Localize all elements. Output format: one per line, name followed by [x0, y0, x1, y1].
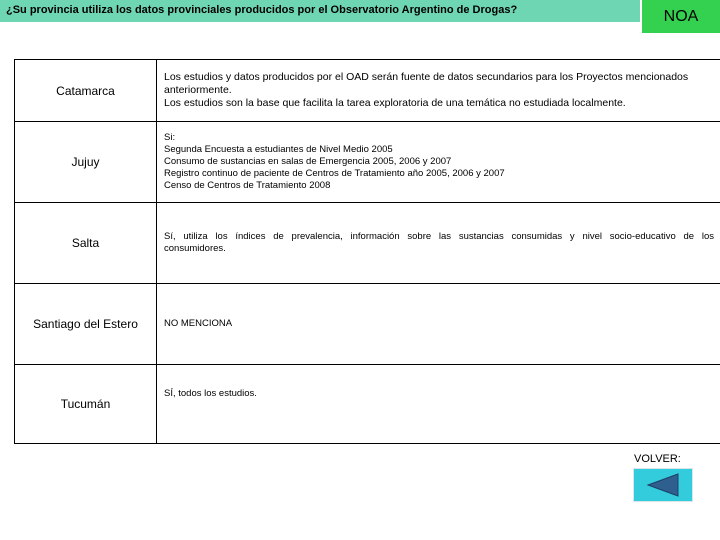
province-answer: [157, 60, 720, 121]
table-row: [15, 122, 720, 203]
answer-line: Los estudios son la base que facilita la tarea exploratoria de una temática no estudiada localmente.: [164, 97, 626, 109]
table-row: [15, 203, 720, 284]
table-row: [15, 365, 720, 444]
back-label: VOLVER:: [634, 453, 681, 465]
region-badge: NOA: [642, 0, 720, 33]
answer-line: Los estudios y datos producidos por el OAD serán fuente de datos secundarios para los Proyectos mencionados: [164, 71, 689, 83]
answer-line: consumidores.: [164, 243, 226, 254]
answer-line: Sí, utiliza los índices de prevalencia, información sobre las sustancias consumidas y nivel socio-educativo de los: [164, 231, 714, 242]
answer-line: Registro continuo de paciente de Centros de Tratamiento año 2005, 2006 y 2007: [164, 168, 505, 179]
table-row: [15, 60, 720, 122]
province-answer: [157, 365, 720, 443]
answer-line: Censo de Centros de Tratamiento 2008: [164, 180, 331, 191]
province-name: Jujuy: [15, 122, 157, 202]
province-name: Salta: [15, 203, 157, 283]
answer-line: SÍ, todos los estudios.: [164, 388, 257, 399]
left-arrow-icon: [634, 469, 692, 501]
answer-line: anteriormente.: [164, 84, 232, 96]
page-title: ¿Su provincia utiliza los datos provinciales producidos por el Observatorio Argentino de Drogas?: [6, 4, 518, 16]
province-name: Tucumán: [15, 365, 157, 443]
province-answer: [157, 122, 720, 202]
answer-line: Segunda Encuesta a estudiantes de Nivel Medio 2005: [164, 144, 393, 155]
answer-line: Consumo de sustancias en salas de Emergencia 2005, 2006 y 2007: [164, 156, 452, 167]
answer-line: Si:: [164, 132, 176, 143]
province-answer: [157, 284, 720, 364]
province-table: [14, 59, 720, 444]
back-button[interactable]: [633, 468, 693, 502]
header-bar: [0, 0, 640, 22]
province-name: Santiago del Estero: [15, 284, 157, 364]
province-answer: [157, 203, 720, 283]
answer-line: NO MENCIONA: [164, 318, 233, 329]
table-row: [15, 284, 720, 365]
province-name: Catamarca: [15, 60, 157, 121]
